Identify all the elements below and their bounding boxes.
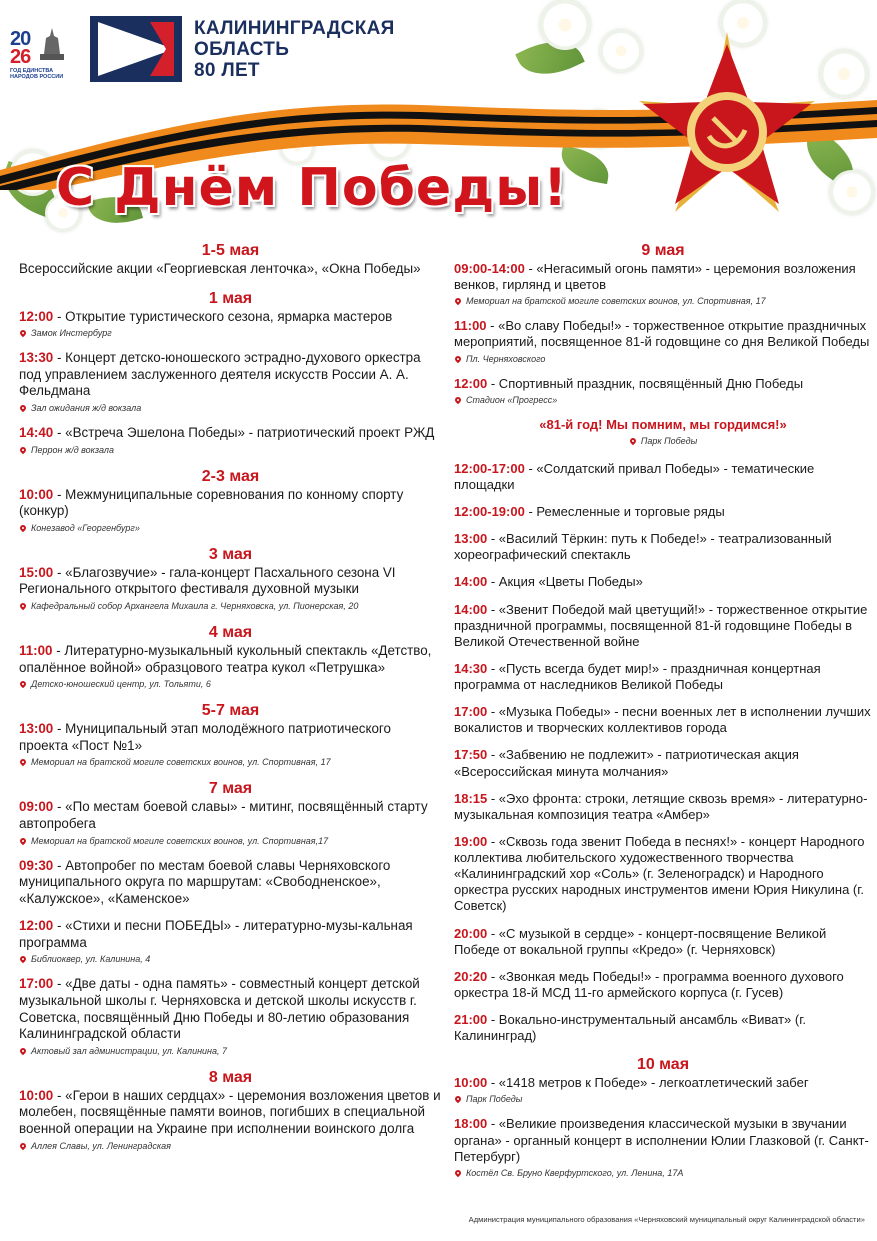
- event-description: - Открытие туристического сезона, ярмарка мастеров: [53, 308, 393, 324]
- location-pin-icon: [454, 297, 462, 305]
- event-time: 15:00: [19, 564, 54, 580]
- event-location: [19, 444, 442, 456]
- event-item: [454, 1116, 872, 1178]
- event-time: 14:40: [19, 424, 54, 440]
- day-heading: 9 мая: [641, 242, 685, 259]
- event-time: 20:00: [454, 925, 488, 941]
- event-text: [19, 1088, 442, 1138]
- event-description: - Межмуниципальные соревнования по конному спорту (конкур): [19, 486, 404, 519]
- location-pin-icon: [19, 445, 27, 453]
- event-item: [454, 1075, 872, 1105]
- logo-caption: ГОД ЕДИНСТВА НАРОДОВ РОССИИ: [10, 68, 64, 80]
- event-description: - «Забвению не подлежит» - патриотическая акция «Всероссийская минута молчания»: [454, 747, 799, 779]
- event-description: - «Негасимый огонь памяти» - церемония возложения венков, гирлянд и цветов: [454, 261, 856, 293]
- event-text: [454, 1012, 872, 1044]
- event-item: [19, 565, 442, 612]
- event-description: - «С музыкой в сердце» - концерт-посвящение Великой Победе от вокальной группы «Кредо» (г. Черняховск): [454, 925, 827, 957]
- day-heading: 7 мая: [208, 780, 253, 798]
- location-pin-icon: [19, 404, 27, 412]
- event-item: [19, 976, 442, 1056]
- location-text: Парк Победы: [466, 1094, 523, 1105]
- event-text: [454, 704, 872, 736]
- event-description: - «Встреча Эшелона Победы» - патриотический проект РЖД: [53, 424, 435, 440]
- schedule-left-column: [19, 241, 442, 1163]
- victory-star-emblem: [622, 22, 832, 232]
- event-time: 12:00-19:00: [454, 504, 525, 519]
- event-time: 13:30: [19, 350, 54, 366]
- event-item: [454, 318, 872, 364]
- event-text: [454, 1116, 872, 1164]
- event-location: [19, 1140, 442, 1152]
- program-location: [454, 435, 872, 447]
- location-text: Замок Инстербург: [31, 328, 112, 339]
- event-item: [19, 721, 442, 768]
- event-text: [19, 721, 442, 754]
- event-description: - Муниципальный этап молодёжного патриотического проекта «Пост №1»: [19, 721, 391, 753]
- location-pin-icon: [454, 395, 462, 403]
- event-text: [454, 791, 872, 823]
- event-text: [454, 531, 872, 563]
- location-text: Аллея Славы, ул. Ленинградская: [31, 1140, 171, 1151]
- logo-year: [10, 30, 30, 66]
- event-item: [19, 1088, 442, 1152]
- event-description: Всероссийские акции «Георгиевская ленточка», «Окна Победы»: [19, 261, 421, 276]
- event-text: [19, 799, 442, 832]
- event-description: - «Музыка Победы» - песни военных лет в исполнении лучших вокалистов и творческих коллективов города: [454, 704, 871, 736]
- event-time: 17:00: [454, 704, 488, 720]
- event-location: [19, 678, 442, 690]
- location-text: Мемориал на братской могиле советских воинов, ул. Спортивная,17: [31, 835, 329, 846]
- event-time: 13:00: [454, 531, 488, 547]
- day-heading: 5-7 мая: [201, 702, 260, 720]
- event-item: [454, 602, 872, 650]
- event-item: [19, 918, 442, 965]
- location-pin-icon: [454, 1169, 462, 1177]
- logo-year-top: 20: [10, 28, 31, 50]
- event-description: - «1418 метров к Победе» - легкоатлетический забег: [487, 1075, 809, 1091]
- event-location: [19, 1045, 442, 1057]
- day-heading: 10 мая: [636, 1056, 690, 1074]
- event-time: 20:20: [454, 968, 488, 984]
- blossom-decoration: [540, 0, 590, 50]
- event-description: - «Герои в наших сердцах» - церемония возложения цветов и молебен, посвящённые памяти воинов, погибших в специальной военной операции на Украине при исполнении воинского долга: [19, 1087, 441, 1137]
- location-pin-icon: [19, 602, 27, 610]
- event-description: - Спортивный праздник, посвящённый Дню Победы: [487, 375, 804, 391]
- region-line-2: ОБЛАСТЬ: [194, 39, 290, 60]
- event-description: - Концерт детско-юношеского эстрадно-духового оркестра под управлением заслуженного деятеля искусств России А. А. Фельдмана: [19, 350, 421, 399]
- event-time: 12:00: [454, 375, 488, 391]
- poster-header: [0, 0, 877, 245]
- event-item: [454, 834, 872, 915]
- event-item: [454, 1012, 872, 1044]
- day-heading: 1 мая: [208, 289, 253, 307]
- event-time: 11:00: [454, 318, 487, 334]
- event-text: [454, 574, 872, 590]
- event-location: [19, 600, 442, 612]
- location-pin-icon: [19, 1047, 27, 1055]
- event-description: - Ремесленные и торговые ряды: [524, 504, 725, 519]
- event-text: [454, 969, 872, 1001]
- schedule-right-column: [454, 241, 872, 1190]
- event-location: [454, 1093, 872, 1105]
- event-text: [19, 565, 442, 598]
- event-item: [19, 799, 442, 846]
- location-text: Перрон ж/д вокзала: [31, 444, 114, 455]
- event-time: 10:00: [19, 1087, 54, 1103]
- event-text: [19, 350, 442, 400]
- event-time: 14:00: [454, 574, 488, 590]
- poster-title: С Днём Победы!: [56, 158, 568, 218]
- program-slogan: «81-й год! Мы помним, мы гордимся!»: [539, 416, 787, 432]
- event-description: - «Великие произведения классической музыки в звучании органа» - органный концерт в исполнении Юлии Глазковой (г. Санкт-Петербург): [454, 1116, 869, 1164]
- event-description: - «Пусть всегда будет мир!» - праздничная концертная программа от наследников Великой Победы: [454, 660, 821, 692]
- location-text: Костёл Св. Бруно Кверфуртского, ул. Ленина, 17А: [466, 1167, 684, 1178]
- event-time: 21:00: [454, 1012, 488, 1027]
- event-item: [454, 504, 872, 520]
- location-text: Кафедральный собор Архангела Михаила г. Черняховска, ул. Пионерская, 20: [31, 600, 359, 611]
- day-heading: 4 мая: [208, 623, 253, 641]
- location-pin-icon: [19, 524, 27, 532]
- day-heading: 1-5 мая: [201, 242, 260, 259]
- location-text: Мемориал на братской могиле советских воинов, ул. Спортивная, 17: [466, 296, 766, 307]
- event-location: [19, 522, 442, 534]
- event-text: [19, 261, 442, 278]
- event-text: [19, 425, 442, 442]
- event-item: [454, 461, 872, 493]
- event-time: 17:50: [454, 747, 488, 763]
- location-text: Конезавод «Георгенбург»: [31, 522, 140, 533]
- event-item: [454, 661, 872, 693]
- location-pin-icon: [19, 836, 27, 844]
- event-item: [454, 574, 872, 590]
- event-text: [454, 318, 872, 350]
- event-text: [454, 602, 872, 650]
- location-pin-icon: [454, 354, 462, 362]
- event-description: - «Две даты - одна память» - совместный концерт детской музыкальной школы г. Черняховска и детской школы искусств г. Советска, посвящённый Дню Победы и 80-летию образования Калининградской области: [19, 976, 420, 1042]
- event-description: - «Эхо фронта: строки, летящие сквозь время» - литературно-музыкальная композиция театра «Амбер»: [454, 790, 868, 822]
- day-heading: 3 мая: [208, 545, 253, 563]
- event-time: 12:00: [19, 308, 54, 324]
- event-description: - «Во славу Победы!» - торжественное открытие праздничных мероприятий, посвященное 81-й годовщине со дня Великой Победы: [454, 318, 870, 350]
- event-text: [454, 834, 872, 915]
- location-text: Пл. Черняховского: [466, 353, 546, 364]
- event-location: [19, 756, 442, 768]
- region-line-3: 80 ЛЕТ: [194, 60, 260, 81]
- event-time: 10:00: [19, 486, 54, 502]
- location-text: Детско-юношеский центр, ул. Тольяти, 6: [31, 679, 211, 690]
- event-item: [454, 969, 872, 1001]
- event-time: 17:00: [19, 976, 54, 992]
- event-description: - «Солдатский привал Победы» - тематические площадки: [454, 460, 815, 492]
- location-text: Библиоквер, ул. Калинина, 4: [31, 954, 151, 965]
- event-time: 09:00-14:00: [454, 261, 525, 276]
- event-time: 18:15: [454, 790, 488, 806]
- event-item: [19, 487, 442, 534]
- event-item: [454, 531, 872, 563]
- event-time: 14:00: [454, 601, 488, 617]
- event-item: [454, 261, 872, 307]
- event-location: [454, 394, 872, 406]
- event-description: - Вокально-инструментальный ансамбль «Виват» (г. Калининград): [454, 1012, 806, 1044]
- event-text: [19, 643, 442, 676]
- event-time: 18:00: [454, 1116, 488, 1132]
- event-time: 12:00-17:00: [454, 460, 525, 476]
- event-description: - Акция «Цветы Победы»: [487, 574, 643, 590]
- event-description: - «Сквозь года звенит Победа в песнях!» - концерт Народного коллектива любительского художественного творчества «Калининградский хор «Соль» (г. Зеленоградск) и Народного оркестра русских народных инструментов имени Юрия Никулина (г. Советск): [454, 833, 865, 914]
- kaliningrad-region-logo: [90, 16, 182, 82]
- event-location: [454, 1167, 872, 1179]
- region-title: [194, 18, 395, 81]
- event-text: [454, 747, 872, 779]
- location-text: Парк Победы: [640, 435, 698, 446]
- event-location: [19, 953, 442, 965]
- event-text: [19, 309, 442, 326]
- event-item: [19, 309, 442, 340]
- event-time: 13:00: [19, 721, 54, 737]
- event-text: [454, 261, 872, 293]
- event-description: - «Звенит Победой май цветущий!» - торжественное открытие праздничной программы, посвященной 81-й годовщине Победы в Великой Отечественной войне: [454, 601, 868, 649]
- event-item: [19, 261, 442, 278]
- event-text: [454, 926, 872, 958]
- location-pin-icon: [19, 955, 27, 963]
- event-description: - «Благозвучие» - гала-концерт Пасхального сезона VI Регионального открытого фестиваля духовной музыки: [19, 564, 396, 597]
- event-text: [454, 1075, 872, 1091]
- event-text: [454, 661, 872, 693]
- event-text: [19, 918, 442, 951]
- location-pin-icon: [19, 329, 27, 337]
- event-text: [19, 976, 442, 1042]
- location-pin-icon: [454, 1095, 462, 1103]
- day-heading: 8 мая: [208, 1068, 253, 1086]
- footer-organizer: Администрация муниципального образования «Черняховский муниципальный округ Калининградской области»: [468, 1215, 865, 1224]
- region-line-1: КАЛИНИНГРАДСКАЯ: [194, 18, 395, 39]
- event-item: [454, 747, 872, 779]
- event-description: - «Василий Тёркин: путь к Победе!» - театрализованный хореографический спектакль: [454, 531, 832, 563]
- location-text: Мемориал на братской могиле советских воинов, ул. Спортивная, 17: [31, 757, 331, 768]
- event-item: [454, 926, 872, 958]
- event-item: [19, 858, 442, 908]
- event-text: [19, 487, 442, 520]
- event-time: 12:00: [19, 918, 54, 934]
- event-description: - Автопробег по местам боевой славы Черняховского муниципального округа по маршрутам: «Свободненское», «Калужское», «Каменское»: [19, 857, 391, 906]
- location-pin-icon: [19, 758, 27, 766]
- event-time: 11:00: [19, 642, 53, 658]
- event-description: - Литературно-музыкальный кукольный спектакль «Детство, опалённое войной» образцового театра кукол «Петрушка»: [19, 642, 432, 675]
- monument-icon: [34, 24, 70, 64]
- event-time: 19:00: [454, 833, 488, 849]
- location-text: Зал ожидания ж/д вокзала: [31, 402, 142, 413]
- event-location: [19, 327, 442, 339]
- location-pin-icon: [19, 680, 27, 688]
- event-item: [454, 791, 872, 823]
- event-item: [454, 704, 872, 736]
- event-location: [19, 835, 442, 847]
- location-pin-icon: [629, 437, 637, 445]
- event-description: - «Звонкая медь Победы!» - программа военного духового оркестра 18-й МСД 11-го армейского корпуса (г. Гусев): [454, 968, 844, 1000]
- event-time: 10:00: [454, 1075, 488, 1091]
- event-time: 14:30: [454, 660, 488, 676]
- location-text: Стадион «Прогресс»: [466, 394, 558, 405]
- event-item: [454, 376, 872, 406]
- event-location: [19, 402, 442, 414]
- event-item: [19, 350, 442, 414]
- event-description: - «По местам боевой славы» - митинг, посвящённый старту автопробега: [19, 799, 428, 831]
- logo-year-bottom: 26: [10, 46, 31, 68]
- event-item: [19, 425, 442, 456]
- event-text: [19, 858, 442, 908]
- location-text: Актовый зал администрации, ул. Калинина, 7: [31, 1045, 228, 1056]
- event-location: [454, 353, 872, 365]
- event-text: [454, 504, 872, 520]
- event-text: [454, 376, 872, 392]
- location-pin-icon: [19, 1141, 27, 1149]
- event-text: [454, 461, 872, 493]
- day-heading: 2-3 мая: [201, 467, 260, 485]
- event-location: [454, 295, 872, 307]
- event-description: - «Стихи и песни ПОБЕДЫ» - литературно-музы-кальная программа: [19, 918, 413, 950]
- event-time: 09:30: [19, 857, 54, 873]
- year-of-unity-logo: [8, 14, 68, 80]
- event-time: 09:00: [19, 799, 54, 815]
- event-item: [19, 643, 442, 690]
